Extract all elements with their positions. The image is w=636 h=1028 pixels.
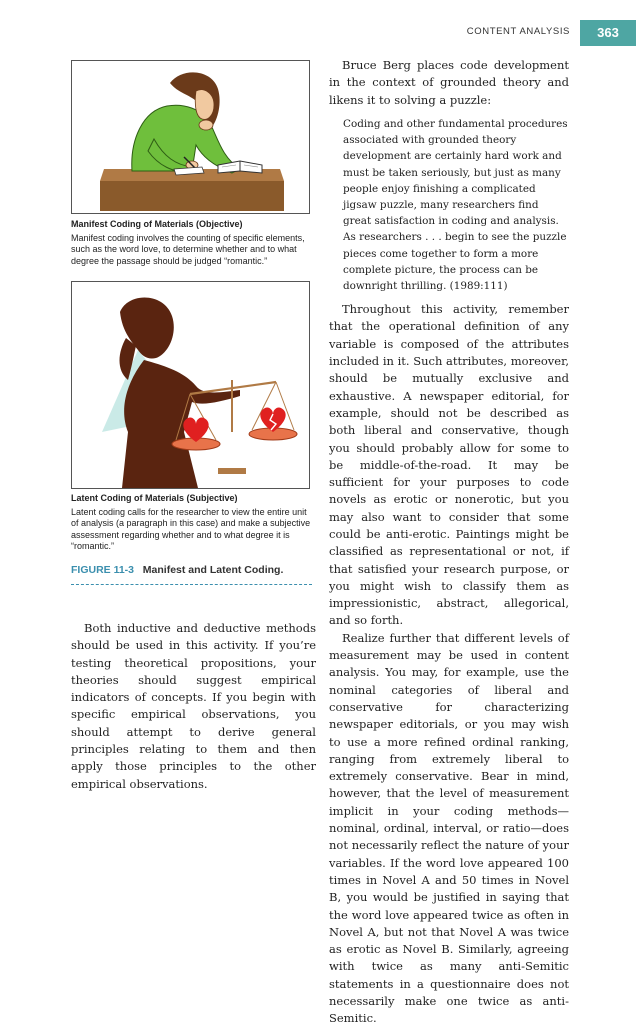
- left-column: [71, 620, 316, 793]
- manifest-coding-caption: [71, 219, 316, 267]
- manifest-coding-illustration: [71, 60, 310, 214]
- caption1-title: Manifest Coding of Materials (Objective): [71, 219, 243, 229]
- block-quote: [343, 116, 569, 294]
- woman-reading-icon: [72, 61, 309, 213]
- quote-text: Coding and other fundamental procedures associated with grounded theory development are certainly hard work and must be taken seriously, but just as many people enjoy finishing a complicated jigsaw puzzle, many researchers find great satisfaction in coding and analysis. As researchers . . . begin to see the puzzle pieces come together to form a more complete picture, the process can be downright thrilling. (1989:111): [343, 117, 568, 292]
- intro-paragraph: Bruce Berg places code development in the context of grounded theory and likens it to solving a puzzle:: [329, 58, 569, 107]
- caption2-text: Latent coding calls for the researcher to view the entire unit of analysis (a paragraph in this case) and make a subjective assessment regarding whether and to what degree it is “romantic.”: [71, 506, 311, 551]
- left-paragraph: Both inductive and deductive methods should be used in this activity. If you’re testing theoretical propositions, your theories should suggest empirical indicators of concepts. If you begin with specific empirical observations, you should attempt to derive general principles relating to them and then apply those principles to the other empirical observations.: [71, 621, 316, 791]
- paragraph-operational-definition: Throughout this activity, remember that the operational definition of any variable is composed of the attributes included in it. Such attributes, moreover, should be mutually exclusive and exhaustive. A newspaper editorial, for example, should not be described as both liberal and conservative, though you should probably allow for some to be middle-of-the-road. It may be sufficient for your purposes to code novels as erotic or nonerotic, but you may also want to consider that some could be anti-erotic. Paintings might be classified as representational or not, if that satisfied your research purpose, or you might wish to classify them as impressionistic, abstract, allegorical, and so forth.: [329, 302, 569, 628]
- figure-caption: [71, 564, 283, 576]
- caption2-title: Latent Coding of Materials (Subjective): [71, 493, 238, 503]
- page-number: 363: [580, 20, 636, 46]
- caption-divider: [71, 584, 312, 585]
- figure-label: FIGURE 11-3: [71, 564, 135, 576]
- latent-coding-caption: [71, 493, 316, 553]
- running-header: CONTENT ANALYSIS: [466, 26, 570, 37]
- paragraph-levels-of-measurement: Realize further that different levels of measurement may be used in content analysis. You may, for example, use the nominal categories of liberal and conservative for characterizing newspaper editorials, or you may wish to use a more refined ordinal ranking, ranging from extremely liberal to extremely conservative. Bear in mind, however, that the level of measurement implicit in your coding methods—nominal, ordinal, interval, or ratio—does not necessarily reflect the nature of your variables. If the word love appeared 100 times in Novel A and 50 times in Novel B, you would be justified in saying that the word love appeared twice as often in Novel A, but not that Novel A was twice as erotic as Novel B. Similarly, agreeing with twice as many anti-Semitic statements in a questionnaire does not necessarily make one twice as anti-Semitic.: [329, 630, 569, 1026]
- latent-coding-illustration: [71, 281, 310, 489]
- caption1-text: Manifest coding involves the counting of specific elements, such as the word love, to determine whether and to what degree the passage should be judged “romantic.”: [71, 232, 305, 266]
- figure-title: Manifest and Latent Coding.: [142, 564, 284, 576]
- silhouette-scale-icon: [72, 282, 309, 488]
- right-column: [329, 57, 569, 1028]
